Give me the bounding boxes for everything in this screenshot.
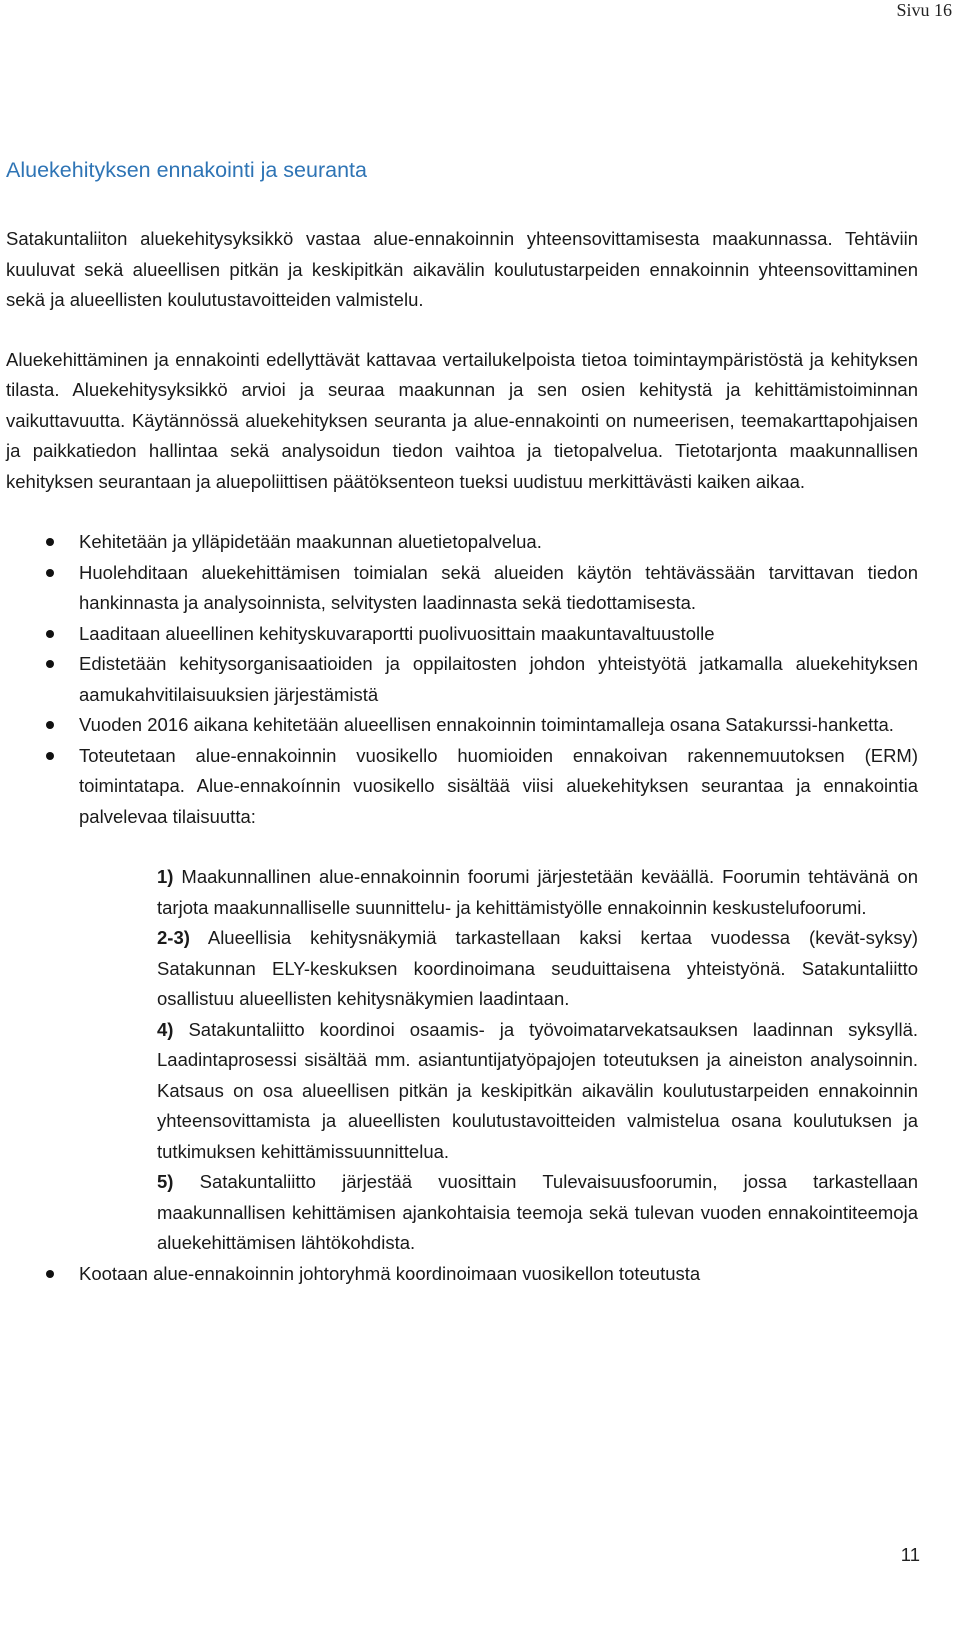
event-item (157, 862, 918, 923)
list-item-text: Kehitetään ja ylläpidetään maakunnan aluetietopalvelua. (79, 531, 542, 552)
bullet-icon (46, 630, 54, 638)
list-item-text: Edistetään kehitysorganisaatioiden ja oppilaitosten johdon yhteistyötä jatkamalla aluekehityksen aamukahvitilaisuuksien järjestämistä (79, 653, 918, 705)
paragraph: Satakuntaliiton aluekehitysyksikkö vastaa alue-ennakoinnin yhteensovittamisesta maakunnassa. Tehtäviin kuuluvat sekä alueellisen pitkän ja keskipitkän aikavälin koulutustarpeiden ennakoinnin yhteensovittaminen sekä ja alueellisten koulutustavoitteiden valmistelu. (6, 228, 918, 310)
numbered-events (157, 862, 918, 1259)
list-item-text: Huolehditaan aluekehittämisen toimialan sekä alueiden käytön tehtävässään tarvittavan tiedon hankinnasta ja analysoinnista, selvitysten laadinnasta sekä tiedottamisesta. (79, 561, 918, 613)
bullet-icon (46, 569, 54, 577)
event-number: 5) (157, 1171, 174, 1192)
section-heading: Aluekehityksen ennakointi ja seuranta (6, 158, 367, 182)
bullet-icon (46, 752, 54, 760)
page-label: Sivu 16 (896, 0, 952, 20)
list-item (6, 558, 918, 619)
bullet-icon (46, 538, 54, 546)
bullet-list (6, 1259, 918, 1290)
bullet-list (6, 527, 918, 832)
list-item (6, 527, 918, 558)
list-item (6, 649, 918, 710)
event-number: 2-3) (157, 927, 190, 948)
list-item (6, 1259, 918, 1290)
bullet-icon (46, 721, 54, 729)
event-text: Maakunnallinen alue-ennakoinnin foorumi järjestetään keväällä. Foorumin tehtävänä on tarjota maakunnalliselle suunnittelu- ja kehittämistyölle ennakoinnin keskustelufoorumi. (157, 866, 918, 918)
paragraph: Aluekehittäminen ja ennakointi edellyttävät kattavaa vertailukelpoista tietoa toimintaympäristöstä ja kehityksen tilasta. Aluekehitysyksikkö arvioi ja seuraa maakunnan ja sen osien kehitystä ja kehittämistoiminnan vaikuttavuutta. Käytännössä aluekehityksen seuranta ja alue-ennakointi on numeerisen, teemakarttapohjaisen ja paikkatiedon hallintaa sekä analysoidun tiedon vaihtoa ja tietopalvelua. Tietotarjonta maakunnallisen kehityksen seurantaan ja aluepoliittisen päätöksenteon tueksi uudistuu merkittävästi kaiken aikaa. (6, 348, 918, 492)
bullet-icon (46, 660, 54, 668)
event-text: Satakuntaliitto järjestää vuosittain Tulevaisuusfoorumin, jossa tarkastellaan maakunnallisen kehittämisen ajankohtaisia teemoja sekä tulevan vuoden ennakointiteemoja aluekehittämisen lähtökohdista. (157, 1171, 918, 1253)
list-item-text: Laaditaan alueellinen kehityskuvaraportti puolivuosittain maakuntavaltuustolle (79, 622, 715, 644)
event-item (157, 1167, 918, 1259)
list-item (6, 741, 918, 833)
list-item (6, 710, 918, 741)
page-number: 11 (900, 1544, 920, 1565)
list-item-text: Vuoden 2016 aikana kehitetään alueellisen ennakoinnin toimintamalleja osana Satakurssi-hanketta. (79, 714, 894, 735)
bullet-icon (46, 1270, 54, 1278)
event-item (157, 1015, 918, 1168)
document-body (6, 224, 918, 1289)
event-text: Alueellisia kehitysnäkymiä tarkastellaan kaksi kertaa vuodessa (kevät-syksy) Satakunnan ELY-keskuksen koordinoimana seuduittaisena yhteistyönä. Satakuntaliitto osallistuu alueellisten kehitysnäkymien laadintaan. (157, 927, 918, 1009)
list-item-text: Toteutetaan alue-ennakoinnin vuosikello huomioiden ennakoivan rakennemuutoksen (ERM) toimintatapa. Alue-ennakoínnin vuosikello sisältää viisi aluekehityksen seurantaa ja ennakointia palvelevaa tilaisuutta: (79, 744, 918, 827)
event-text: Satakuntaliitto koordinoi osaamis- ja työvoimatarvekatsauksen laadinnan syksyllä. Laadintaprosessi sisältää mm. asiantuntijatyöpajojen toteutuksen ja aineiston analysoinnin. Katsaus on osa alueellisen pitkän ja keskipitkän aikavälin koulutustarpeiden ennakoinnin yhteensovittamista ja alueellisten koulutustavoitteiden valmistelua osana koulutuksen ja tutkimuksen kehittämissuunnittelua. (157, 1018, 918, 1162)
event-number: 1) (157, 866, 174, 887)
list-item-text: Kootaan alue-ennakoinnin johtoryhmä koordinoimaan vuosikellon toteutusta (79, 1262, 701, 1284)
event-number: 4) (157, 1018, 174, 1040)
list-item (6, 619, 918, 650)
event-item (157, 923, 918, 1015)
